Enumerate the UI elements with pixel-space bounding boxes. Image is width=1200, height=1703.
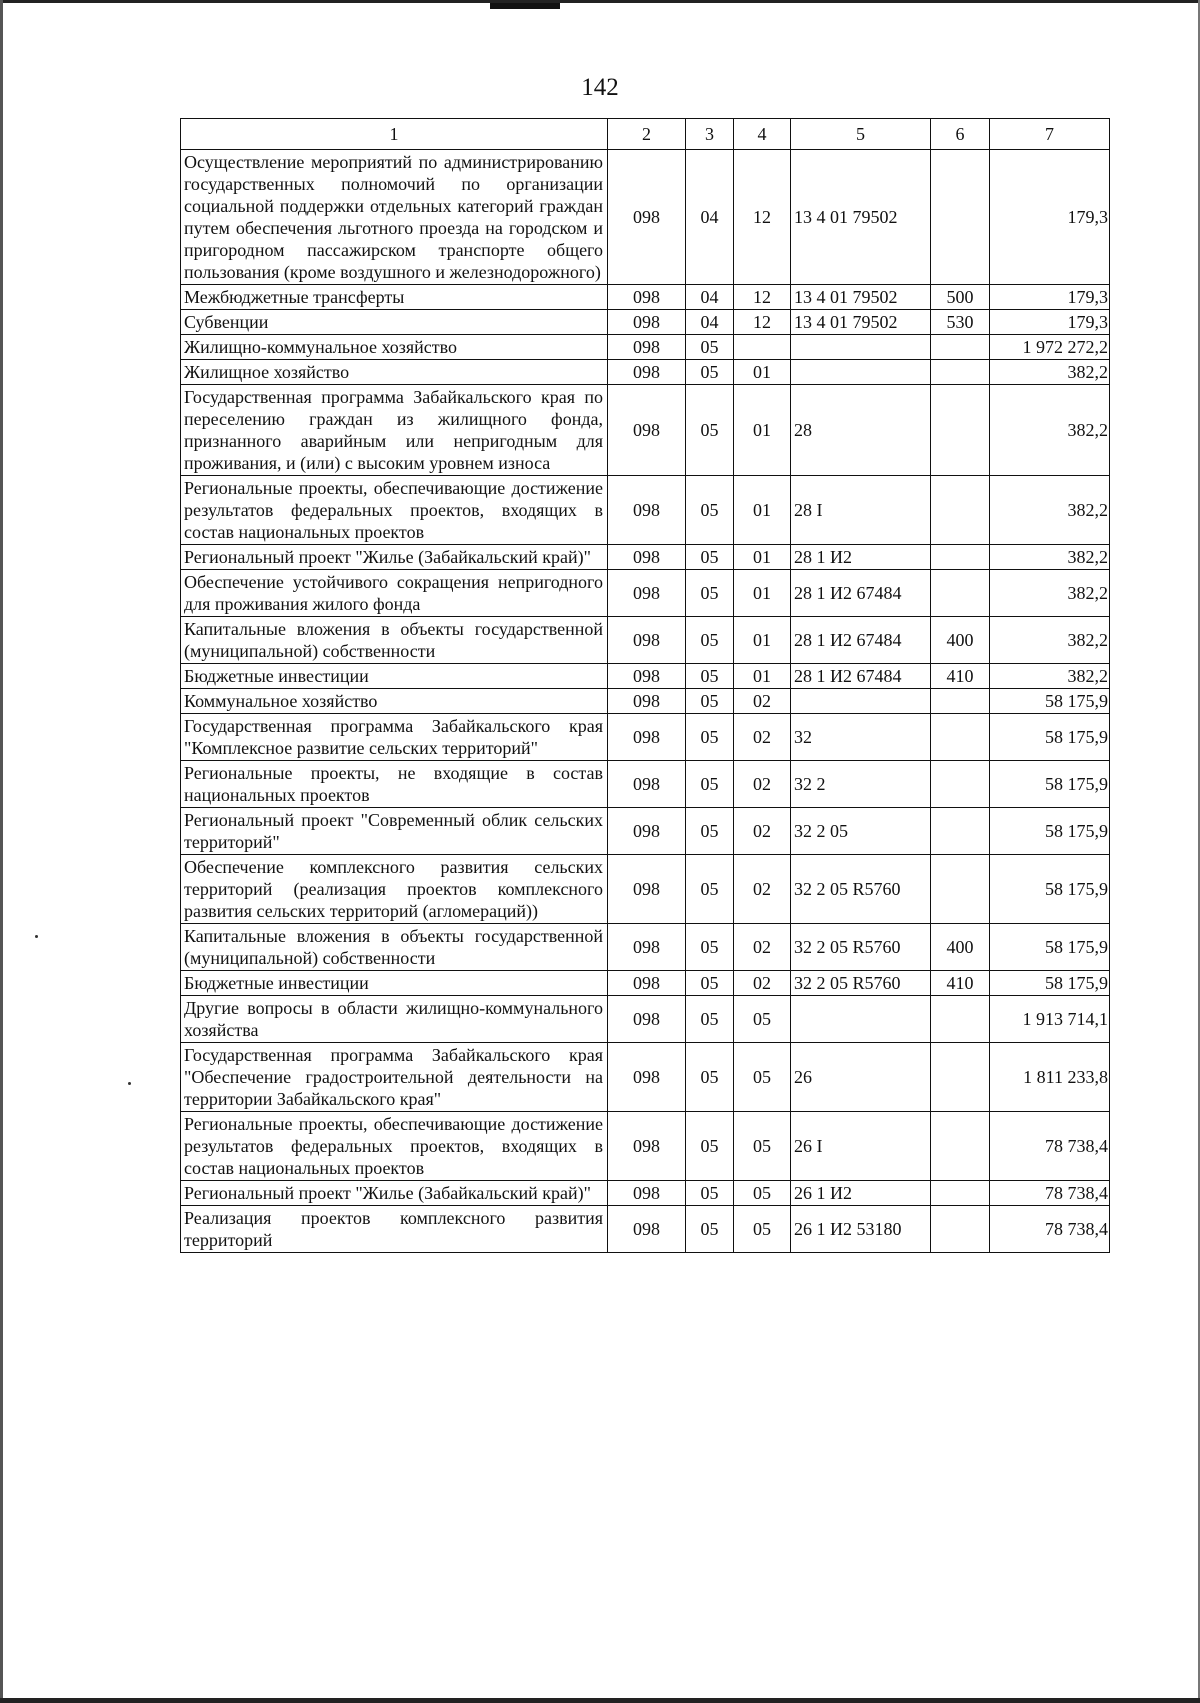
amount-cell: 58 175,9 — [990, 971, 1110, 996]
section-code-cell: 05 — [686, 996, 734, 1043]
row-name-cell: Государственная программа Забайкальского края "Обеспечение градостроительной деятельности на территории Забайкальского края" — [181, 1043, 608, 1112]
table-row — [181, 855, 1110, 924]
section-code-cell: 05 — [686, 714, 734, 761]
table-row — [181, 924, 1110, 971]
target-article-cell: 32 2 05 R5760 — [791, 855, 931, 924]
column-header: 6 — [931, 119, 990, 150]
target-article-cell: 32 2 05 R5760 — [791, 924, 931, 971]
row-name-cell: Капитальные вложения в объекты государственной (муниципальной) собственности — [181, 617, 608, 664]
target-article-cell: 26 I — [791, 1112, 931, 1181]
subsection-code-cell: 02 — [734, 761, 791, 808]
subsection-code-cell: 05 — [734, 1112, 791, 1181]
expense-type-cell — [931, 1181, 990, 1206]
section-code-cell: 05 — [686, 689, 734, 714]
amount-cell: 382,2 — [990, 385, 1110, 476]
table-row — [181, 971, 1110, 996]
page-number: 142 — [581, 74, 619, 101]
budget-table — [180, 118, 1110, 1253]
ministry-code-cell: 098 — [608, 664, 686, 689]
amount-cell: 382,2 — [990, 664, 1110, 689]
target-article-cell — [791, 689, 931, 714]
expense-type-cell: 400 — [931, 924, 990, 971]
section-code-cell: 05 — [686, 1181, 734, 1206]
target-article-cell: 13 4 01 79502 — [791, 310, 931, 335]
subsection-code-cell: 01 — [734, 570, 791, 617]
section-code-cell: 05 — [686, 924, 734, 971]
row-name-cell: Субвенции — [181, 310, 608, 335]
section-code-cell: 05 — [686, 664, 734, 689]
expense-type-cell: 500 — [931, 285, 990, 310]
subsection-code-cell: 12 — [734, 150, 791, 285]
expense-type-cell — [931, 1112, 990, 1181]
table-row — [181, 545, 1110, 570]
row-name-cell: Обеспечение устойчивого сокращения непригодного для проживания жилого фонда — [181, 570, 608, 617]
section-code-cell: 04 — [686, 310, 734, 335]
ministry-code-cell: 098 — [608, 855, 686, 924]
scan-border-bottom — [0, 1698, 1200, 1703]
ministry-code-cell: 098 — [608, 1043, 686, 1112]
section-code-cell: 05 — [686, 360, 734, 385]
scan-mark — [490, 3, 560, 9]
subsection-code-cell: 01 — [734, 360, 791, 385]
target-article-cell: 28 1 И2 67484 — [791, 570, 931, 617]
table-row — [181, 1112, 1110, 1181]
subsection-code-cell: 05 — [734, 1206, 791, 1253]
expense-type-cell: 530 — [931, 310, 990, 335]
expense-type-cell — [931, 570, 990, 617]
section-code-cell: 05 — [686, 808, 734, 855]
table-row — [181, 664, 1110, 689]
table-row — [181, 285, 1110, 310]
row-name-cell: Межбюджетные трансферты — [181, 285, 608, 310]
ministry-code-cell: 098 — [608, 285, 686, 310]
table-header-row — [181, 119, 1110, 150]
ministry-code-cell: 098 — [608, 714, 686, 761]
section-code-cell: 05 — [686, 971, 734, 996]
target-article-cell: 13 4 01 79502 — [791, 285, 931, 310]
column-header: 2 — [608, 119, 686, 150]
table-row — [181, 310, 1110, 335]
ministry-code-cell: 098 — [608, 1206, 686, 1253]
ministry-code-cell: 098 — [608, 335, 686, 360]
expense-type-cell: 400 — [931, 617, 990, 664]
row-name-cell: Региональные проекты, обеспечивающие достижение результатов федеральных проектов, входящих в состав национальных проектов — [181, 476, 608, 545]
row-name-cell: Реализация проектов комплексного развития территорий — [181, 1206, 608, 1253]
table-row — [181, 1181, 1110, 1206]
column-header: 3 — [686, 119, 734, 150]
table-row — [181, 1206, 1110, 1253]
table-row — [181, 714, 1110, 761]
target-article-cell: 32 2 05 — [791, 808, 931, 855]
section-code-cell: 05 — [686, 761, 734, 808]
amount-cell: 58 175,9 — [990, 714, 1110, 761]
expense-type-cell — [931, 1206, 990, 1253]
amount-cell: 78 738,4 — [990, 1181, 1110, 1206]
table-row — [181, 761, 1110, 808]
section-code-cell: 05 — [686, 476, 734, 545]
expense-type-cell — [931, 996, 990, 1043]
row-name-cell: Региональный проект "Жилье (Забайкальский край)" — [181, 1181, 608, 1206]
target-article-cell: 26 1 И2 53180 — [791, 1206, 931, 1253]
ministry-code-cell: 098 — [608, 761, 686, 808]
scan-border-left — [0, 0, 3, 1703]
column-header: 1 — [181, 119, 608, 150]
row-name-cell: Региональные проекты, обеспечивающие достижение результатов федеральных проектов, входящих в состав национальных проектов — [181, 1112, 608, 1181]
amount-cell: 382,2 — [990, 476, 1110, 545]
ministry-code-cell: 098 — [608, 476, 686, 545]
ministry-code-cell: 098 — [608, 924, 686, 971]
column-header: 4 — [734, 119, 791, 150]
target-article-cell: 32 2 05 R5760 — [791, 971, 931, 996]
subsection-code-cell: 02 — [734, 971, 791, 996]
amount-cell: 58 175,9 — [990, 924, 1110, 971]
row-name-cell: Государственная программа Забайкальского края "Комплексное развитие сельских территорий" — [181, 714, 608, 761]
section-code-cell: 05 — [686, 1112, 734, 1181]
ministry-code-cell: 098 — [608, 996, 686, 1043]
subsection-code-cell: 05 — [734, 1043, 791, 1112]
ministry-code-cell: 098 — [608, 570, 686, 617]
subsection-code-cell: 01 — [734, 664, 791, 689]
row-name-cell: Бюджетные инвестиции — [181, 664, 608, 689]
table-row — [181, 476, 1110, 545]
row-name-cell: Региональный проект "Жилье (Забайкальский край)" — [181, 545, 608, 570]
target-article-cell: 13 4 01 79502 — [791, 150, 931, 285]
table-row — [181, 1043, 1110, 1112]
row-name-cell: Государственная программа Забайкальского края по переселению граждан из жилищного фонда, признанного аварийным или непригодным для проживания, и (или) с высоким уровнем износа — [181, 385, 608, 476]
ministry-code-cell: 098 — [608, 310, 686, 335]
expense-type-cell — [931, 855, 990, 924]
expense-type-cell — [931, 808, 990, 855]
subsection-code-cell: 05 — [734, 996, 791, 1043]
ministry-code-cell: 098 — [608, 360, 686, 385]
ministry-code-cell: 098 — [608, 150, 686, 285]
amount-cell: 382,2 — [990, 570, 1110, 617]
expense-type-cell: 410 — [931, 664, 990, 689]
target-article-cell: 28 — [791, 385, 931, 476]
expense-type-cell — [931, 714, 990, 761]
amount-cell: 179,3 — [990, 310, 1110, 335]
row-name-cell: Региональный проект "Современный облик сельских территорий" — [181, 808, 608, 855]
scan-border-top — [0, 0, 1200, 3]
subsection-code-cell: 02 — [734, 808, 791, 855]
table-row — [181, 150, 1110, 285]
table-row — [181, 335, 1110, 360]
expense-type-cell — [931, 545, 990, 570]
ministry-code-cell: 098 — [608, 1112, 686, 1181]
amount-cell: 58 175,9 — [990, 855, 1110, 924]
ministry-code-cell: 098 — [608, 689, 686, 714]
table-row — [181, 360, 1110, 385]
ministry-code-cell: 098 — [608, 545, 686, 570]
section-code-cell: 04 — [686, 150, 734, 285]
target-article-cell: 28 1 И2 67484 — [791, 664, 931, 689]
target-article-cell — [791, 360, 931, 385]
target-article-cell: 26 1 И2 — [791, 1181, 931, 1206]
row-name-cell: Жилищно-коммунальное хозяйство — [181, 335, 608, 360]
expense-type-cell: 410 — [931, 971, 990, 996]
subsection-code-cell: 05 — [734, 1181, 791, 1206]
row-name-cell: Бюджетные инвестиции — [181, 971, 608, 996]
subsection-code-cell: 12 — [734, 285, 791, 310]
section-code-cell: 05 — [686, 545, 734, 570]
section-code-cell: 04 — [686, 285, 734, 310]
amount-cell: 382,2 — [990, 545, 1110, 570]
section-code-cell: 05 — [686, 617, 734, 664]
table-row — [181, 617, 1110, 664]
target-article-cell — [791, 335, 931, 360]
table-row — [181, 808, 1110, 855]
section-code-cell: 05 — [686, 335, 734, 360]
expense-type-cell — [931, 689, 990, 714]
row-name-cell: Обеспечение комплексного развития сельских территорий (реализация проектов комплексного развития сельских территорий (агломераций)) — [181, 855, 608, 924]
amount-cell: 58 175,9 — [990, 761, 1110, 808]
scan-speck — [128, 1082, 131, 1085]
expense-type-cell — [931, 476, 990, 545]
subsection-code-cell: 12 — [734, 310, 791, 335]
subsection-code-cell: 02 — [734, 855, 791, 924]
table-row — [181, 570, 1110, 617]
row-name-cell: Региональные проекты, не входящие в состав национальных проектов — [181, 761, 608, 808]
ministry-code-cell: 098 — [608, 971, 686, 996]
subsection-code-cell: 02 — [734, 924, 791, 971]
column-header: 5 — [791, 119, 931, 150]
row-name-cell: Жилищное хозяйство — [181, 360, 608, 385]
target-article-cell: 26 — [791, 1043, 931, 1112]
expense-type-cell — [931, 335, 990, 360]
target-article-cell: 28 1 И2 67484 — [791, 617, 931, 664]
subsection-code-cell: 01 — [734, 385, 791, 476]
row-name-cell: Другие вопросы в области жилищно-коммунального хозяйства — [181, 996, 608, 1043]
target-article-cell: 28 1 И2 — [791, 545, 931, 570]
table-row — [181, 996, 1110, 1043]
ministry-code-cell: 098 — [608, 1181, 686, 1206]
section-code-cell: 05 — [686, 1043, 734, 1112]
amount-cell: 78 738,4 — [990, 1206, 1110, 1253]
expense-type-cell — [931, 360, 990, 385]
target-article-cell — [791, 996, 931, 1043]
amount-cell: 58 175,9 — [990, 689, 1110, 714]
subsection-code-cell: 02 — [734, 689, 791, 714]
section-code-cell: 05 — [686, 570, 734, 617]
target-article-cell: 32 — [791, 714, 931, 761]
table-row — [181, 385, 1110, 476]
section-code-cell: 05 — [686, 1206, 734, 1253]
section-code-cell: 05 — [686, 385, 734, 476]
amount-cell: 382,2 — [990, 360, 1110, 385]
row-name-cell: Коммунальное хозяйство — [181, 689, 608, 714]
amount-cell: 78 738,4 — [990, 1112, 1110, 1181]
amount-cell: 179,3 — [990, 150, 1110, 285]
row-name-cell: Осуществление мероприятий по администрированию государственных полномочий по организации социальной поддержки отдельных категорий граждан путем обеспечения льготного проезда на городском и пригородном пассажирском транспорте общего пользования (кроме воздушного и железнодорожного) — [181, 150, 608, 285]
ministry-code-cell: 098 — [608, 808, 686, 855]
ministry-code-cell: 098 — [608, 385, 686, 476]
amount-cell: 58 175,9 — [990, 808, 1110, 855]
amount-cell: 1 811 233,8 — [990, 1043, 1110, 1112]
amount-cell: 382,2 — [990, 617, 1110, 664]
section-code-cell: 05 — [686, 855, 734, 924]
expense-type-cell — [931, 385, 990, 476]
subsection-code-cell: 02 — [734, 714, 791, 761]
amount-cell: 1 913 714,1 — [990, 996, 1110, 1043]
ministry-code-cell: 098 — [608, 617, 686, 664]
expense-type-cell — [931, 150, 990, 285]
target-article-cell: 32 2 — [791, 761, 931, 808]
expense-type-cell — [931, 1043, 990, 1112]
amount-cell: 179,3 — [990, 285, 1110, 310]
target-article-cell: 28 I — [791, 476, 931, 545]
column-header: 7 — [990, 119, 1110, 150]
subsection-code-cell: 01 — [734, 545, 791, 570]
scan-speck — [35, 935, 38, 938]
amount-cell: 1 972 272,2 — [990, 335, 1110, 360]
expense-type-cell — [931, 761, 990, 808]
row-name-cell: Капитальные вложения в объекты государственной (муниципальной) собственности — [181, 924, 608, 971]
table-row — [181, 689, 1110, 714]
subsection-code-cell: 01 — [734, 476, 791, 545]
subsection-code-cell: 01 — [734, 617, 791, 664]
subsection-code-cell — [734, 335, 791, 360]
